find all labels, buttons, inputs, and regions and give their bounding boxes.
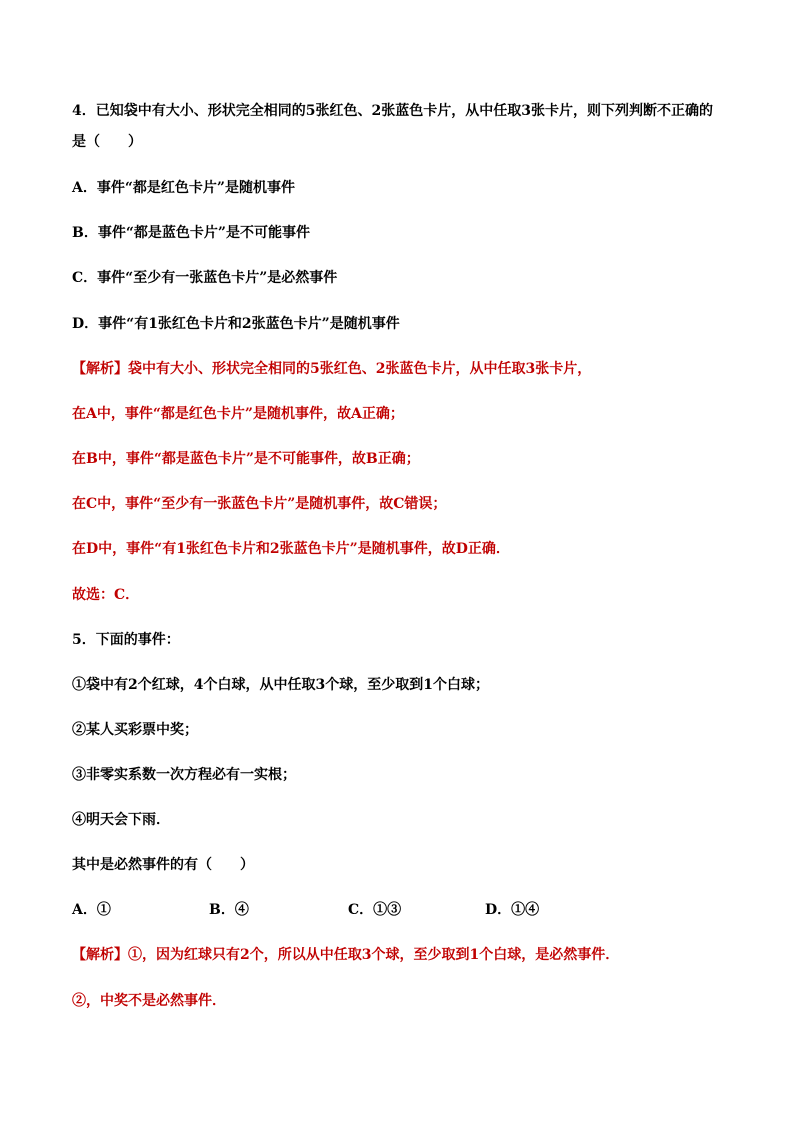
q5-option-b: B．④ xyxy=(209,902,249,918)
q4-answer: 故选：C． xyxy=(72,587,140,603)
q5-option-d: D．①④ xyxy=(485,902,540,918)
q4-option-b: B．事件“都是蓝色卡片”是不可能事件 xyxy=(72,225,310,241)
q5-analysis-line: ②，中奖不是必然事件． xyxy=(72,993,226,1009)
q5-analysis-line: 【解析】①，因为红球只有2个，所以从中任取3个球，至少取到1个白球，是必然事件． xyxy=(72,947,620,963)
q5-item: ④明天会下雨． xyxy=(72,812,170,828)
q4-analysis-line: 在A中，事件“都是红色卡片”是随机事件，故A正确； xyxy=(72,406,404,422)
q5-item: ③非零实系数一次方程必有一实根； xyxy=(72,767,296,783)
q4-stem-line1: 4．已知袋中有大小、形状完全相同的5张红色、2张蓝色卡片，从中任取3张卡片，则下列判断不正确的 xyxy=(72,103,713,119)
q5-option-c: C．①③ xyxy=(348,902,402,918)
q5-question: 其中是必然事件的有（ ） xyxy=(72,857,254,873)
q5-item: ①袋中有2个红球，4个白球，从中任取3个球，至少取到1个白球； xyxy=(72,677,489,693)
q5-item: ②某人买彩票中奖； xyxy=(72,722,198,738)
q4-analysis-line: 在D中，事件“有1张红色卡片和2张蓝色卡片”是随机事件，故D正确． xyxy=(72,541,510,557)
q4-option-d: D．事件“有1张红色卡片和2张蓝色卡片”是随机事件 xyxy=(72,316,400,332)
q4-analysis-line: 【解析】袋中有大小、形状完全相同的5张红色、2张蓝色卡片，从中任取3张卡片， xyxy=(72,361,592,377)
q4-analysis-line: 在B中，事件“都是蓝色卡片”是不可能事件，故B正确； xyxy=(72,451,420,467)
q5-option-a: A．① xyxy=(72,902,111,918)
q5-stem: 5．下面的事件： xyxy=(72,632,180,648)
q4-option-a: A．事件“都是红色卡片”是随机事件 xyxy=(72,180,295,196)
q4-option-c: C．事件“至少有一张蓝色卡片”是必然事件 xyxy=(72,270,338,286)
q4-analysis-line: 在C中，事件“至少有一张蓝色卡片”是随机事件，故C错误； xyxy=(72,496,447,512)
q4-stem-line2: 是（ ） xyxy=(72,134,142,150)
